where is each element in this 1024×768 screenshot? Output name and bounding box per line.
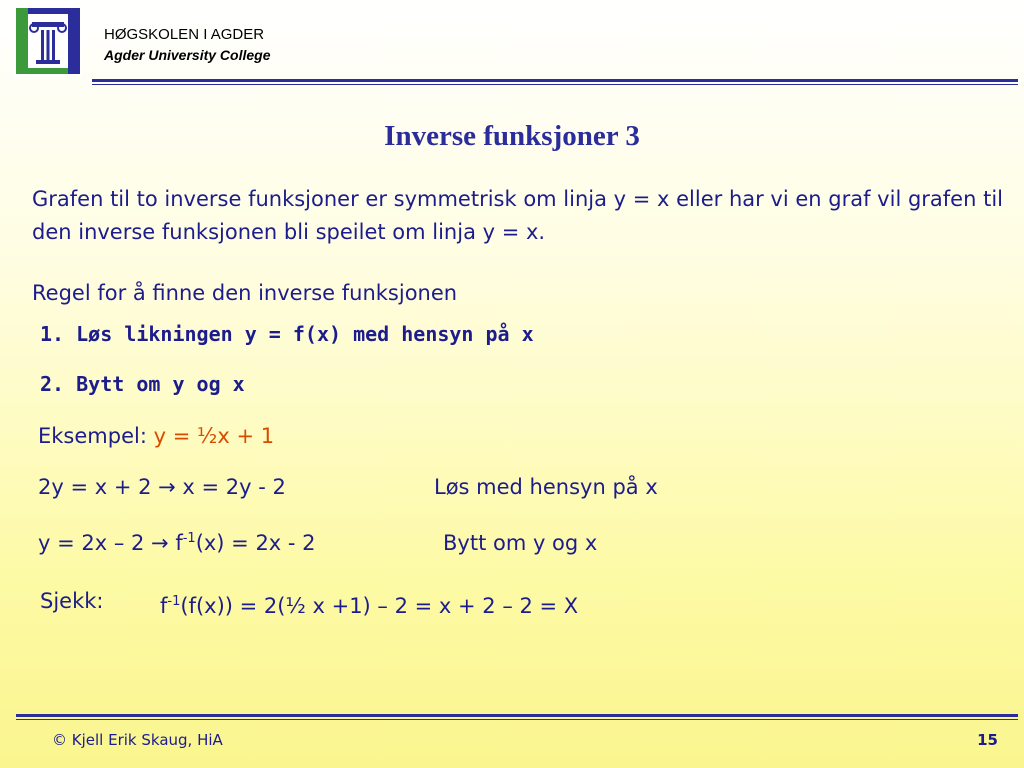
intro-paragraph: Grafen til to inverse funksjoner er symmetrisk om linja y = x eller har vi en graf vil grafen til den inverse funksjonen bli speilet om linja y = x. [32,187,1003,244]
swap-note: Bytt om y og x [443,531,598,555]
rule-heading: Regel for å finne den inverse funksjonen [32,281,458,305]
check-line [160,594,578,618]
solve-line: 2y = x + 2 → x = 2y - 2 [38,475,286,499]
footer-copyright: © Kjell Erik Skaug, HiA [52,731,223,749]
check-line-prefix: f [160,594,168,618]
school-name: HØGSKOLEN I AGDER [104,26,265,43]
swap-line-suffix: (x) = 2x - 2 [195,531,316,555]
example-line [38,424,274,448]
check-label: Sjekk: [40,589,104,613]
footer-divider [16,714,1018,720]
school-subtitle: Agder University College [104,47,271,63]
check-line-suffix: (f(x)) = 2(½ x +1) – 2 = x + 2 – 2 = X [180,594,579,618]
header-divider [92,79,1018,85]
slide-title: Inverse funksjoner 3 [384,120,640,152]
step-two: 2. Bytt om y og x [40,372,245,396]
swap-line-prefix: y = 2x – 2 → f [38,531,183,555]
check-line-superscript: -1 [167,594,181,609]
column-logo-icon [14,6,82,76]
swap-line [38,531,316,555]
swap-line-superscript: -1 [182,531,196,546]
solve-note: Løs med hensyn på x [434,475,658,499]
example-expression: y = ½x + 1 [153,424,275,448]
page-number: 15 [977,731,998,749]
example-label: Eksempel: [38,424,147,448]
step-one: 1. Løs likningen y = f(x) med hensyn på x [40,322,534,346]
